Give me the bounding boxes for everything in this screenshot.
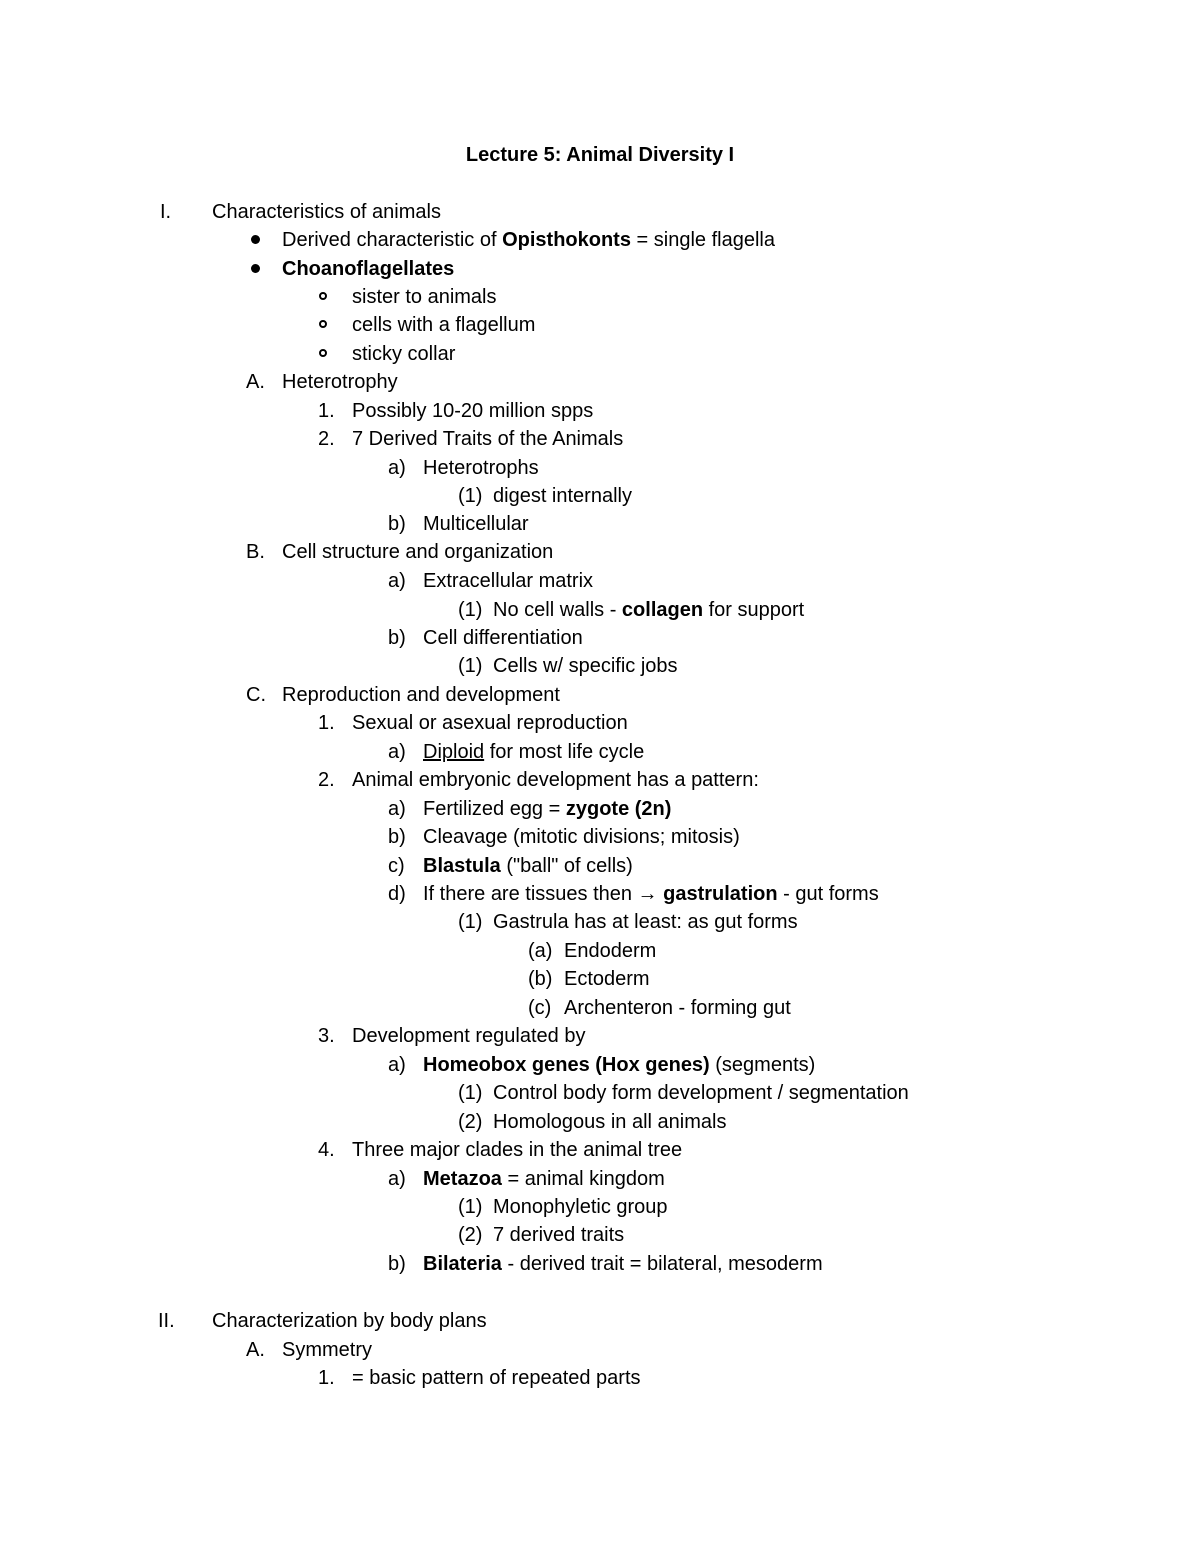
list-item: Gastrula has at least: as gut forms xyxy=(493,911,798,933)
section-2-heading: Characterization by body plans xyxy=(212,1310,487,1332)
list-item: Development regulated by xyxy=(352,1025,586,1047)
list-item: digest internally xyxy=(493,485,632,507)
list-marker: (1) xyxy=(458,911,483,933)
list-marker: b) xyxy=(388,627,406,649)
list-marker: A. xyxy=(246,371,265,393)
list-item: Ectoderm xyxy=(564,968,650,990)
list-item: Choanoflagellates xyxy=(282,258,455,280)
list-marker: b) xyxy=(388,826,406,848)
list-marker: a) xyxy=(388,1168,406,1190)
section-1-heading: Characteristics of animals xyxy=(212,201,441,223)
list-marker: 1. xyxy=(318,712,335,734)
list-item: Cell differentiation xyxy=(423,627,583,649)
list-item: Cell structure and organization xyxy=(282,541,554,563)
list-marker: a) xyxy=(388,798,406,820)
list-item: Homeobox genes (Hox genes) (segments) xyxy=(423,1054,816,1076)
list-item: 7 Derived Traits of the Animals xyxy=(352,428,624,450)
list-marker: C. xyxy=(246,684,266,706)
list-item: Heterotrophy xyxy=(282,371,398,393)
bullet-icon xyxy=(251,235,260,244)
list-marker: a) xyxy=(388,570,406,592)
circle-bullet-icon xyxy=(319,349,327,357)
list-marker: B. xyxy=(246,541,265,563)
list-marker: a) xyxy=(388,457,406,479)
list-item: Blastula ("ball" of cells) xyxy=(423,855,633,877)
list-item: Fertilized egg = zygote (2n) xyxy=(423,798,672,820)
list-item: Archenteron - forming gut xyxy=(564,997,791,1019)
page-title: Lecture 5: Animal Diversity I xyxy=(465,144,735,166)
list-marker: 2. xyxy=(318,428,335,450)
circle-bullet-icon xyxy=(319,320,327,328)
list-marker: (1) xyxy=(458,655,483,677)
list-marker: c) xyxy=(388,855,405,877)
list-item: Reproduction and development xyxy=(282,684,560,706)
list-marker: (c) xyxy=(528,997,552,1019)
list-marker: 1. xyxy=(318,400,335,422)
list-marker: A. xyxy=(246,1339,265,1361)
list-marker: (1) xyxy=(458,1082,483,1104)
list-marker: 2. xyxy=(318,769,335,791)
list-marker: (b) xyxy=(528,968,553,990)
list-item: Heterotrophs xyxy=(423,457,539,479)
list-marker: 1. xyxy=(318,1367,335,1389)
list-marker: 3. xyxy=(318,1025,335,1047)
list-marker: (2) xyxy=(458,1224,483,1246)
list-marker: b) xyxy=(388,1253,406,1275)
list-item: Endoderm xyxy=(564,940,657,962)
list-item: Possibly 10-20 million spps xyxy=(352,400,594,422)
section-1-marker: I. xyxy=(160,201,172,223)
list-item: Sexual or asexual reproduction xyxy=(352,712,628,734)
list-item: Animal embryonic development has a pattern: xyxy=(352,769,759,791)
list-item: cells with a flagellum xyxy=(352,314,536,336)
list-marker: (2) xyxy=(458,1111,483,1133)
list-marker: b) xyxy=(388,513,406,535)
list-item: Three major clades in the animal tree xyxy=(352,1139,683,1161)
list-item: Metazoa = animal kingdom xyxy=(423,1168,665,1190)
list-item: 7 derived traits xyxy=(493,1224,625,1246)
bullet-icon xyxy=(251,264,260,273)
list-item: Symmetry xyxy=(282,1339,372,1361)
list-item: Multicellular xyxy=(423,513,529,535)
section-2-marker: II. xyxy=(158,1310,175,1332)
list-item: Diploid for most life cycle xyxy=(423,741,645,763)
circle-bullet-icon xyxy=(319,292,327,300)
list-marker: (1) xyxy=(458,599,483,621)
list-item: Control body form development / segmentation xyxy=(493,1082,909,1104)
list-marker: a) xyxy=(388,741,406,763)
list-item: sister to animals xyxy=(352,286,497,308)
list-marker: a) xyxy=(388,1054,406,1076)
list-marker: (1) xyxy=(458,1196,483,1218)
list-marker: (1) xyxy=(458,485,483,507)
list-item: Monophyletic group xyxy=(493,1196,668,1218)
list-marker: (a) xyxy=(528,940,553,962)
list-item: Homologous in all animals xyxy=(493,1111,727,1133)
list-item: Bilateria - derived trait = bilateral, mesoderm xyxy=(423,1253,823,1275)
list-item: Cells w/ specific jobs xyxy=(493,655,678,677)
list-item: Extracellular matrix xyxy=(423,570,594,592)
list-item: Derived characteristic of Opisthokonts = single flagella xyxy=(282,229,775,251)
list-marker: 4. xyxy=(318,1139,335,1161)
list-item: Cleavage (mitotic divisions; mitosis) xyxy=(423,826,740,848)
list-item: sticky collar xyxy=(352,343,456,365)
list-item: = basic pattern of repeated parts xyxy=(352,1367,641,1389)
list-marker: d) xyxy=(388,883,406,905)
list-item: No cell walls - collagen for support xyxy=(493,599,805,621)
list-item: If there are tissues then → gastrulation - gut forms xyxy=(423,883,879,905)
